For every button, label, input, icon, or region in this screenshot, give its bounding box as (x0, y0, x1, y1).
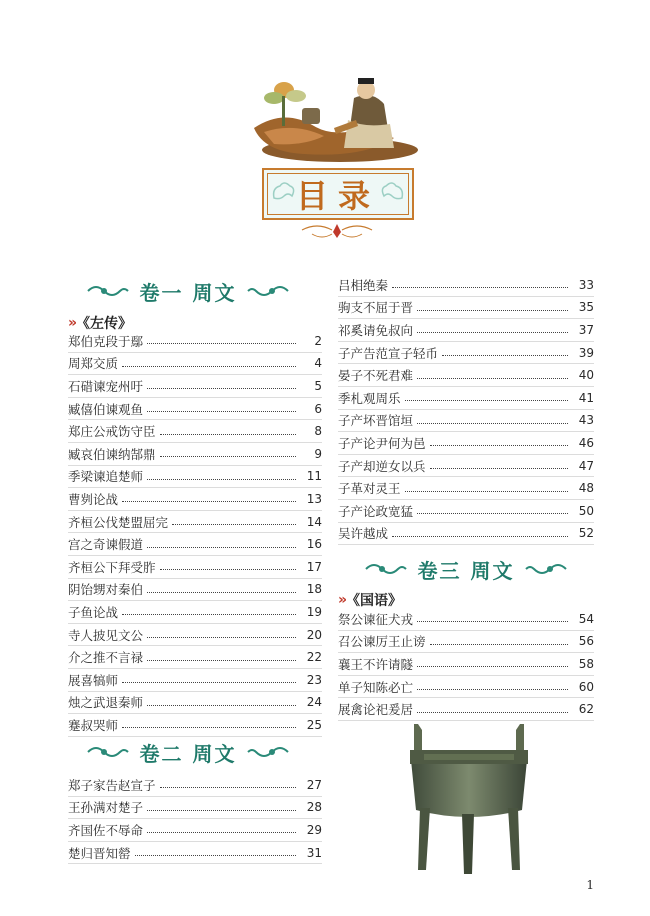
toc-entry-page: 48 (578, 481, 594, 496)
toc-entry[interactable] (338, 410, 594, 433)
toc-entry[interactable] (68, 398, 322, 421)
toc-entry-title: 楚归晋知罃 (68, 845, 131, 861)
dot-leader (147, 705, 296, 706)
cloud-ornament-icon (524, 559, 568, 579)
toc-entry-page: 17 (306, 559, 322, 574)
toc-entry[interactable] (68, 443, 322, 466)
toc-entry-title: 臧僖伯谏观鱼 (68, 401, 144, 417)
toc-entry-title: 子产坏晋馆垣 (338, 413, 414, 429)
toc-entry-title: 介之推不言禄 (68, 650, 144, 666)
toc-entry[interactable] (68, 714, 322, 737)
toc-title-box (262, 168, 414, 220)
dot-leader (417, 332, 568, 333)
bronze-ding-illustration (404, 720, 534, 876)
toc-entry-page: 46 (578, 435, 594, 450)
dot-leader (417, 423, 568, 424)
toc-entry[interactable] (338, 477, 594, 500)
cloud-ornament-icon (246, 281, 290, 301)
toc-entry-title: 子产告范宣子轻币 (338, 345, 439, 361)
dot-leader (147, 810, 296, 811)
toc-entry[interactable] (338, 297, 594, 320)
toc-entry[interactable] (338, 500, 594, 523)
toc-entry-title: 齐国佐不辱命 (68, 822, 144, 838)
toc-entry-page: 33 (578, 277, 594, 292)
page-title: 目录 (295, 177, 380, 215)
toc-entry-page: 31 (306, 845, 322, 860)
dot-leader (430, 468, 568, 469)
dot-leader (417, 310, 568, 311)
toc-entry-page: 47 (578, 458, 594, 473)
toc-list-vol1 (68, 330, 322, 737)
dot-leader (147, 660, 296, 661)
chevron-icon: » (338, 592, 345, 608)
toc-entry-page: 25 (306, 717, 322, 732)
section-title: 卷一 周文 (139, 280, 237, 305)
toc-entry-page: 13 (306, 491, 322, 506)
toc-entry[interactable] (68, 579, 322, 602)
toc-entry-page: 23 (306, 672, 322, 687)
toc-entry-title: 阴饴甥对秦伯 (68, 582, 144, 598)
toc-list-continued (338, 274, 594, 545)
toc-entry-page: 54 (578, 611, 594, 626)
toc-entry-page: 22 (306, 650, 322, 665)
title-flourish-icon (292, 220, 382, 242)
toc-entry-title: 子产论尹何为邑 (338, 435, 426, 451)
toc-entry[interactable] (338, 698, 594, 721)
toc-entry-title: 吴许越成 (338, 526, 389, 542)
toc-entry-title: 郑伯克段于鄢 (68, 333, 144, 349)
dot-leader (147, 411, 296, 412)
toc-entry-title: 驹支不屈于晋 (338, 300, 414, 316)
subheading-label: 《国语》 (346, 593, 403, 609)
toc-entry-page: 50 (578, 503, 594, 518)
toc-entry-page: 2 (314, 333, 322, 348)
toc-entry-title: 季札观周乐 (338, 390, 401, 406)
toc-entry-page: 11 (306, 469, 322, 484)
dot-leader (147, 637, 296, 638)
toc-entry-page: 52 (578, 526, 594, 541)
dot-leader (147, 343, 296, 344)
toc-entry[interactable] (338, 319, 594, 342)
dot-leader (417, 666, 568, 667)
dot-leader (430, 445, 568, 446)
dot-leader (122, 366, 296, 367)
subheading-guoyu (338, 590, 402, 610)
toc-entry[interactable] (338, 342, 594, 365)
cloud-ornament-icon (270, 178, 298, 208)
dot-leader (122, 682, 296, 683)
toc-list-vol3 (338, 608, 594, 721)
toc-entry[interactable] (338, 432, 594, 455)
toc-entry[interactable] (68, 353, 322, 376)
toc-entry-title: 郑子家告赵宣子 (68, 777, 156, 793)
toc-entry[interactable] (68, 488, 322, 511)
dot-leader (135, 855, 296, 856)
toc-entry-title: 吕相绝秦 (338, 277, 389, 293)
toc-entry-title: 襄王不许请隧 (338, 656, 414, 672)
toc-entry-title: 子产却逆女以兵 (338, 458, 426, 474)
dot-leader (172, 524, 296, 525)
dot-leader (417, 712, 568, 713)
dot-leader (417, 513, 568, 514)
toc-entry-page: 28 (306, 800, 322, 815)
dot-leader (147, 832, 296, 833)
toc-entry[interactable] (68, 646, 322, 669)
section-header-vol1 (68, 276, 308, 306)
toc-entry[interactable] (68, 533, 322, 556)
toc-entry-page: 5 (314, 378, 322, 393)
toc-entry-title: 烛之武退秦师 (68, 695, 144, 711)
toc-entry-page: 24 (306, 695, 322, 710)
dot-leader (417, 689, 568, 690)
dot-leader (122, 727, 296, 728)
toc-entry-title: 蹇叔哭师 (68, 717, 119, 733)
dot-leader (417, 378, 568, 379)
toc-entry[interactable] (68, 819, 322, 842)
toc-entry-page: 41 (578, 390, 594, 405)
toc-entry[interactable] (338, 387, 594, 410)
toc-entry-title: 子产论政宽猛 (338, 503, 414, 519)
dot-leader (122, 501, 296, 502)
section-title: 卷二 周文 (139, 741, 237, 766)
toc-entry-title: 臧哀伯谏纳郜鼎 (68, 446, 156, 462)
toc-entry-page: 35 (578, 300, 594, 315)
cloud-ornament-icon (364, 559, 408, 579)
toc-entry-page: 56 (578, 634, 594, 649)
toc-entry-title: 展喜犒师 (68, 672, 119, 688)
toc-entry-title: 宫之奇谏假道 (68, 537, 144, 553)
toc-entry-page: 19 (306, 604, 322, 619)
toc-entry[interactable] (68, 420, 322, 443)
dot-leader (405, 491, 568, 492)
toc-entry-page: 29 (306, 822, 322, 837)
toc-entry[interactable] (338, 608, 594, 631)
dot-leader (442, 355, 568, 356)
toc-entry-page: 39 (578, 345, 594, 360)
toc-entry[interactable] (68, 466, 322, 489)
toc-entry[interactable] (68, 556, 322, 579)
toc-entry-page: 16 (306, 537, 322, 552)
dot-leader (405, 400, 568, 401)
toc-entry-title: 祁奚请免叔向 (338, 322, 414, 338)
toc-entry[interactable] (68, 601, 322, 624)
toc-entry-title: 召公谏厉王止谤 (338, 634, 426, 650)
toc-entry-title: 季梁谏追楚师 (68, 469, 144, 485)
toc-entry-title: 展禽论祀爰居 (338, 702, 414, 718)
toc-entry-title: 祭公谏征犬戎 (338, 611, 414, 627)
dot-leader (160, 569, 296, 570)
toc-entry-title: 周郑交质 (68, 356, 119, 372)
toc-entry-page: 9 (314, 446, 322, 461)
toc-entry[interactable] (68, 797, 322, 820)
cloud-ornament-icon (378, 178, 406, 208)
toc-entry-title: 子革对灵王 (338, 481, 401, 497)
dot-leader (392, 287, 568, 288)
chevron-icon: » (68, 315, 75, 331)
toc-entry-page: 40 (578, 368, 594, 383)
toc-entry-title: 齐桓公下拜受胙 (68, 559, 156, 575)
dot-leader (147, 547, 296, 548)
toc-entry[interactable] (338, 364, 594, 387)
page-number: 1 (586, 878, 594, 892)
toc-entry[interactable] (68, 692, 322, 715)
toc-entry-title: 子鱼论战 (68, 604, 119, 620)
toc-entry-title: 王孙满对楚子 (68, 800, 144, 816)
dot-leader (160, 456, 296, 457)
toc-entry[interactable] (338, 653, 594, 676)
dot-leader (122, 614, 296, 615)
toc-entry-page: 62 (578, 702, 594, 717)
toc-entry-title: 寺人披见文公 (68, 627, 144, 643)
dot-leader (417, 621, 568, 622)
section-header-vol2 (68, 737, 308, 767)
toc-entry-page: 58 (578, 656, 594, 671)
cloud-ornament-icon (86, 742, 130, 762)
toc-entry-title: 郑庄公戒饬守臣 (68, 424, 156, 440)
toc-entry-page: 8 (314, 424, 322, 439)
toc-entry-title: 晏子不死君难 (338, 368, 414, 384)
toc-entry-title: 曹刿论战 (68, 491, 119, 507)
toc-entry[interactable] (68, 774, 322, 797)
toc-entry[interactable] (68, 375, 322, 398)
scholar-illustration (244, 68, 420, 164)
toc-entry-page: 6 (314, 401, 322, 416)
toc-entry-title: 齐桓公伐楚盟屈完 (68, 514, 169, 530)
subheading-label: 《左传》 (76, 316, 133, 332)
dot-leader (147, 592, 296, 593)
dot-leader (147, 388, 296, 389)
section-header-vol3 (338, 554, 594, 584)
toc-entry-title: 石碏谏宠州吁 (68, 378, 144, 394)
toc-entry[interactable] (68, 511, 322, 534)
cloud-ornament-icon (86, 281, 130, 301)
toc-entry[interactable] (338, 455, 594, 478)
toc-entry[interactable] (68, 669, 322, 692)
toc-entry[interactable] (68, 624, 322, 647)
section-title: 卷三 周文 (417, 558, 515, 583)
toc-entry-page: 37 (578, 322, 594, 337)
toc-entry[interactable] (338, 274, 594, 297)
dot-leader (392, 536, 568, 537)
toc-entry[interactable] (338, 631, 594, 654)
toc-entry-page: 18 (306, 582, 322, 597)
toc-entry-page: 27 (306, 777, 322, 792)
toc-entry-page: 4 (314, 356, 322, 371)
dot-leader (430, 644, 568, 645)
toc-entry[interactable] (68, 330, 322, 353)
toc-entry[interactable] (338, 676, 594, 699)
dot-leader (160, 787, 296, 788)
toc-list-vol2 (68, 774, 322, 864)
toc-entry-page: 43 (578, 413, 594, 428)
toc-entry-page: 20 (306, 627, 322, 642)
dot-leader (147, 479, 296, 480)
toc-entry-page: 14 (306, 514, 322, 529)
toc-entry-page: 60 (578, 679, 594, 694)
toc-entry[interactable] (338, 523, 594, 546)
cloud-ornament-icon (246, 742, 290, 762)
toc-entry-title: 单子知陈必亡 (338, 679, 414, 695)
toc-entry[interactable] (68, 842, 322, 865)
dot-leader (160, 434, 296, 435)
